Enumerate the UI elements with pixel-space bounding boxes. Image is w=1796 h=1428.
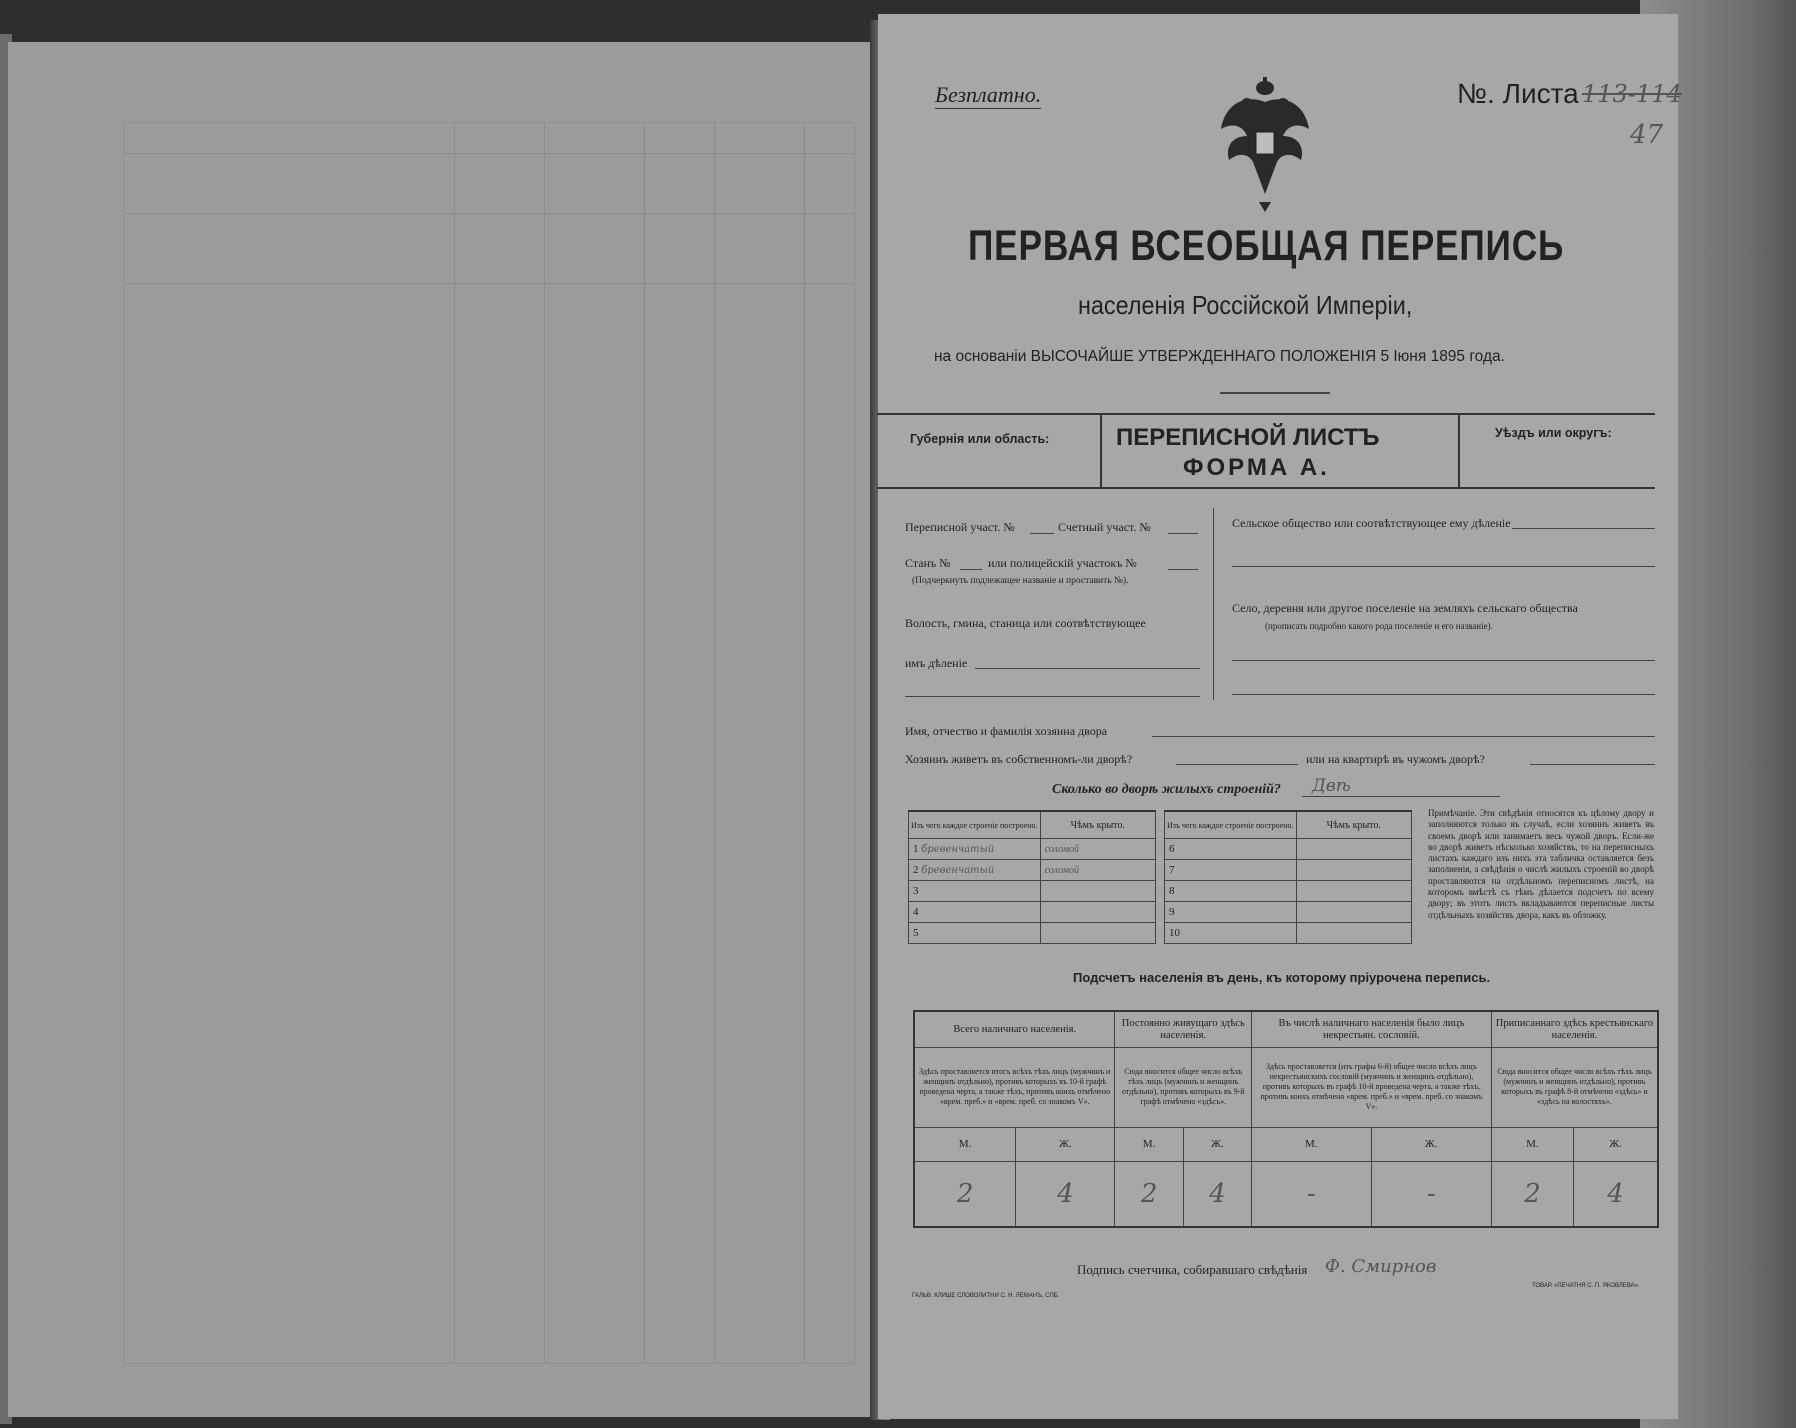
counting-district-label: Счетный участ. № bbox=[1058, 520, 1151, 534]
table-row: 10 bbox=[1165, 923, 1412, 944]
volost-label-cont: имъ дѣленіе bbox=[905, 656, 968, 670]
permanent-male-value: 2 bbox=[1115, 1161, 1183, 1227]
underline-note: (Подчеркнуть подлежащее названіе и проставить №). bbox=[912, 576, 1129, 586]
left-page-bleedthrough bbox=[123, 122, 855, 1364]
buildings-count-label: Сколько во дворѣ жилыхъ строеній? bbox=[1052, 782, 1281, 797]
village-note: (прописать подробно какого рода поселеніе и его названіе). bbox=[1265, 621, 1493, 631]
society-label: Сельское общество или соотвѣтствующее ему дѣленіе bbox=[1232, 516, 1511, 530]
population-count-table: Всего наличнаго населенія. Постоянно живущаго здѣсь населенія. Въ числѣ наличнаго населенія было лицъ некрестьян. сословій. Приписаннаго здѣсь крестьянскаго населенія. Здѣсь проставляется итогъ всѣхъ тѣхъ лицъ (мужчинъ и женщинъ отдѣльно), противъ которыхъ въ 10-й графѣ проведена черта, а также тѣхъ, противъ коихъ отмѣчено «врем. преб.» и «врем. преб. со знакомъ V». Сюда вносится общее число всѣхъ тѣхъ лицъ (мужчинъ и женщинъ отдѣльно), противъ которыхъ въ 9-й графѣ отмѣчено «здѣсь». Здѣсь проставляется (изъ графы 6-й) общее число всѣхъ лицъ некрестьянскихъ сословій (мужчинъ и женщинъ отдѣльно), противъ которыхъ въ графѣ 10-й проведена черта, а также тѣхъ, противъ коихъ отмѣчено «врем. преб.» и «врем. преб. со знакомъ V». Сюда вносится общее число всѣхъ тѣхъ лицъ (мужчинъ и женщинъ отдѣльно), противъ которыхъ въ графѣ 8-й отмѣчено «здѣсь» и «здѣсь на волостяхъ». М. Ж. М. Ж. М. Ж. М. Ж. 2 4 2 4 - - 2 4 bbox=[913, 1010, 1659, 1228]
district-uezd-label: Уѣздъ или округъ: bbox=[1495, 426, 1612, 440]
form-title: ПЕРЕПИСНОЙ ЛИСТЪ bbox=[1116, 424, 1380, 451]
table-row: 6 bbox=[1165, 839, 1412, 860]
buildings-count-value: Двѣ bbox=[1312, 776, 1351, 796]
total-male-value: 2 bbox=[914, 1161, 1016, 1227]
footer-imprint-left: ГАЛЬВ. КЛИШЕ СЛОВОЛИТНИ С. Н. ЛЕМАНЪ, СПБ. bbox=[912, 1293, 1060, 1299]
village-label: Село, деревня или другое поселеніе на земляхъ сельскаго общества bbox=[1232, 601, 1578, 615]
count-title: Подсчетъ населенія въ день, къ которому пріурочена перепись. bbox=[1073, 970, 1491, 985]
buildings-table-left: Изъ чего каждое строеніе построено. Чѣмъ крыто. 1 бревенчатый соломой 2 бревенчатый соломой 3 4 5 bbox=[908, 810, 1156, 944]
coat-of-arms-icon bbox=[1215, 74, 1315, 214]
total-female-value: 4 bbox=[1016, 1161, 1115, 1227]
col-head-total: Всего наличнаго населенія. bbox=[914, 1011, 1115, 1048]
owner-name-label: Имя, отчество и фамилія хозяина двора bbox=[905, 724, 1108, 738]
table-row: 3 bbox=[909, 881, 1156, 902]
police-district-label: или полицейскій участокъ № bbox=[988, 556, 1137, 570]
note-text: Примѣчаніе. Эти свѣдѣнія относятся къ цѣлому двору и заполняются только въ случаѣ, если хозяинъ живетъ въ своемъ дворѣ или занимаетъ весь чужой дворъ. Если-же во дворѣ живетъ нѣсколько хозяйствъ, то на переписныхъ листахъ каждаго изъ нихъ эта табличка оставляется безъ заполненія, а свѣдѣнія о числѣ жилыхъ строеній во дворѣ проставляются на отдѣльномъ переписномъ листѣ, на которомъ вмѣстѣ съ тѣмъ дѣлается подсчетъ по всему двору; въ этотъ листъ вкладываются переписные листы отдѣльныхъ хозяйствъ двора, какъ въ обложку. bbox=[1428, 808, 1654, 920]
volost-label: Волость, гмина, станица или соотвѣтствующее bbox=[905, 616, 1146, 630]
census-district-label: Переписной участ. № bbox=[905, 520, 1015, 534]
left-page-blank bbox=[8, 42, 872, 1417]
main-title: ПЕРВАЯ ВСЕОБЩАЯ ПЕРЕПИСЬ bbox=[968, 222, 1565, 270]
col-head-nonpeasant: Въ числѣ наличнаго населенія было лицъ некрестьян. сословій. bbox=[1252, 1011, 1492, 1048]
ornament-divider bbox=[1220, 392, 1330, 404]
signature-value: Ф. Смирнов bbox=[1325, 1256, 1437, 1277]
table-row: 9 bbox=[1165, 902, 1412, 923]
nonpeasant-male-value: - bbox=[1252, 1161, 1372, 1227]
subtitle: населенія Россійской Имперіи, bbox=[1078, 290, 1413, 320]
footer-imprint-right: ТОВАР. «ПЕЧАТНЯ С. П. ЯКОВЛЕВА». bbox=[1532, 1283, 1640, 1289]
table-row: 4 bbox=[909, 902, 1156, 923]
sheet-no-label: №. Листа bbox=[1457, 78, 1579, 109]
registered-male-value: 2 bbox=[1491, 1161, 1573, 1227]
table-row: 5 bbox=[909, 923, 1156, 944]
owner-or-label: или на квартирѣ въ чужомъ дворѣ? bbox=[1306, 752, 1485, 766]
table-row: 2 бревенчатый соломой bbox=[909, 860, 1156, 881]
table-row: 7 bbox=[1165, 860, 1412, 881]
folio-number: 47 bbox=[1630, 120, 1664, 150]
province-label: Губернія или область: bbox=[910, 432, 1050, 446]
permanent-female-value: 4 bbox=[1183, 1161, 1251, 1227]
col-head-registered: Приписаннаго здѣсь крестьянскаго населенія. bbox=[1491, 1011, 1658, 1048]
free-label: Безплатно. bbox=[935, 82, 1042, 107]
table-row: 1 бревенчатый соломой bbox=[909, 839, 1156, 860]
form-type: ФОРМА А. bbox=[1183, 454, 1330, 481]
owner-lives-label: Хозяинъ живетъ въ собственномъ-ли дворѣ? bbox=[905, 752, 1133, 766]
legal-basis: на основаніи ВЫСОЧАЙШЕ УТВЕРЖДЕННАГО ПОЛОЖЕНІЯ 5 Іюня 1895 года. bbox=[934, 348, 1505, 365]
sheet-no-value: 113-114 bbox=[1582, 80, 1682, 108]
table-row: 8 bbox=[1165, 881, 1412, 902]
col-head-permanent: Постоянно живущаго здѣсь населенія. bbox=[1115, 1011, 1252, 1048]
buildings-table-right: Изъ чего каждое строеніе построено. Чѣмъ крыто. 6 7 8 9 10 bbox=[1164, 810, 1412, 944]
nonpeasant-female-value: - bbox=[1371, 1161, 1491, 1227]
registered-female-value: 4 bbox=[1574, 1161, 1658, 1227]
stan-label: Станъ № bbox=[905, 556, 951, 570]
signature-label: Подпись счетчика, собиравшаго свѣдѣнія bbox=[1077, 1262, 1308, 1277]
